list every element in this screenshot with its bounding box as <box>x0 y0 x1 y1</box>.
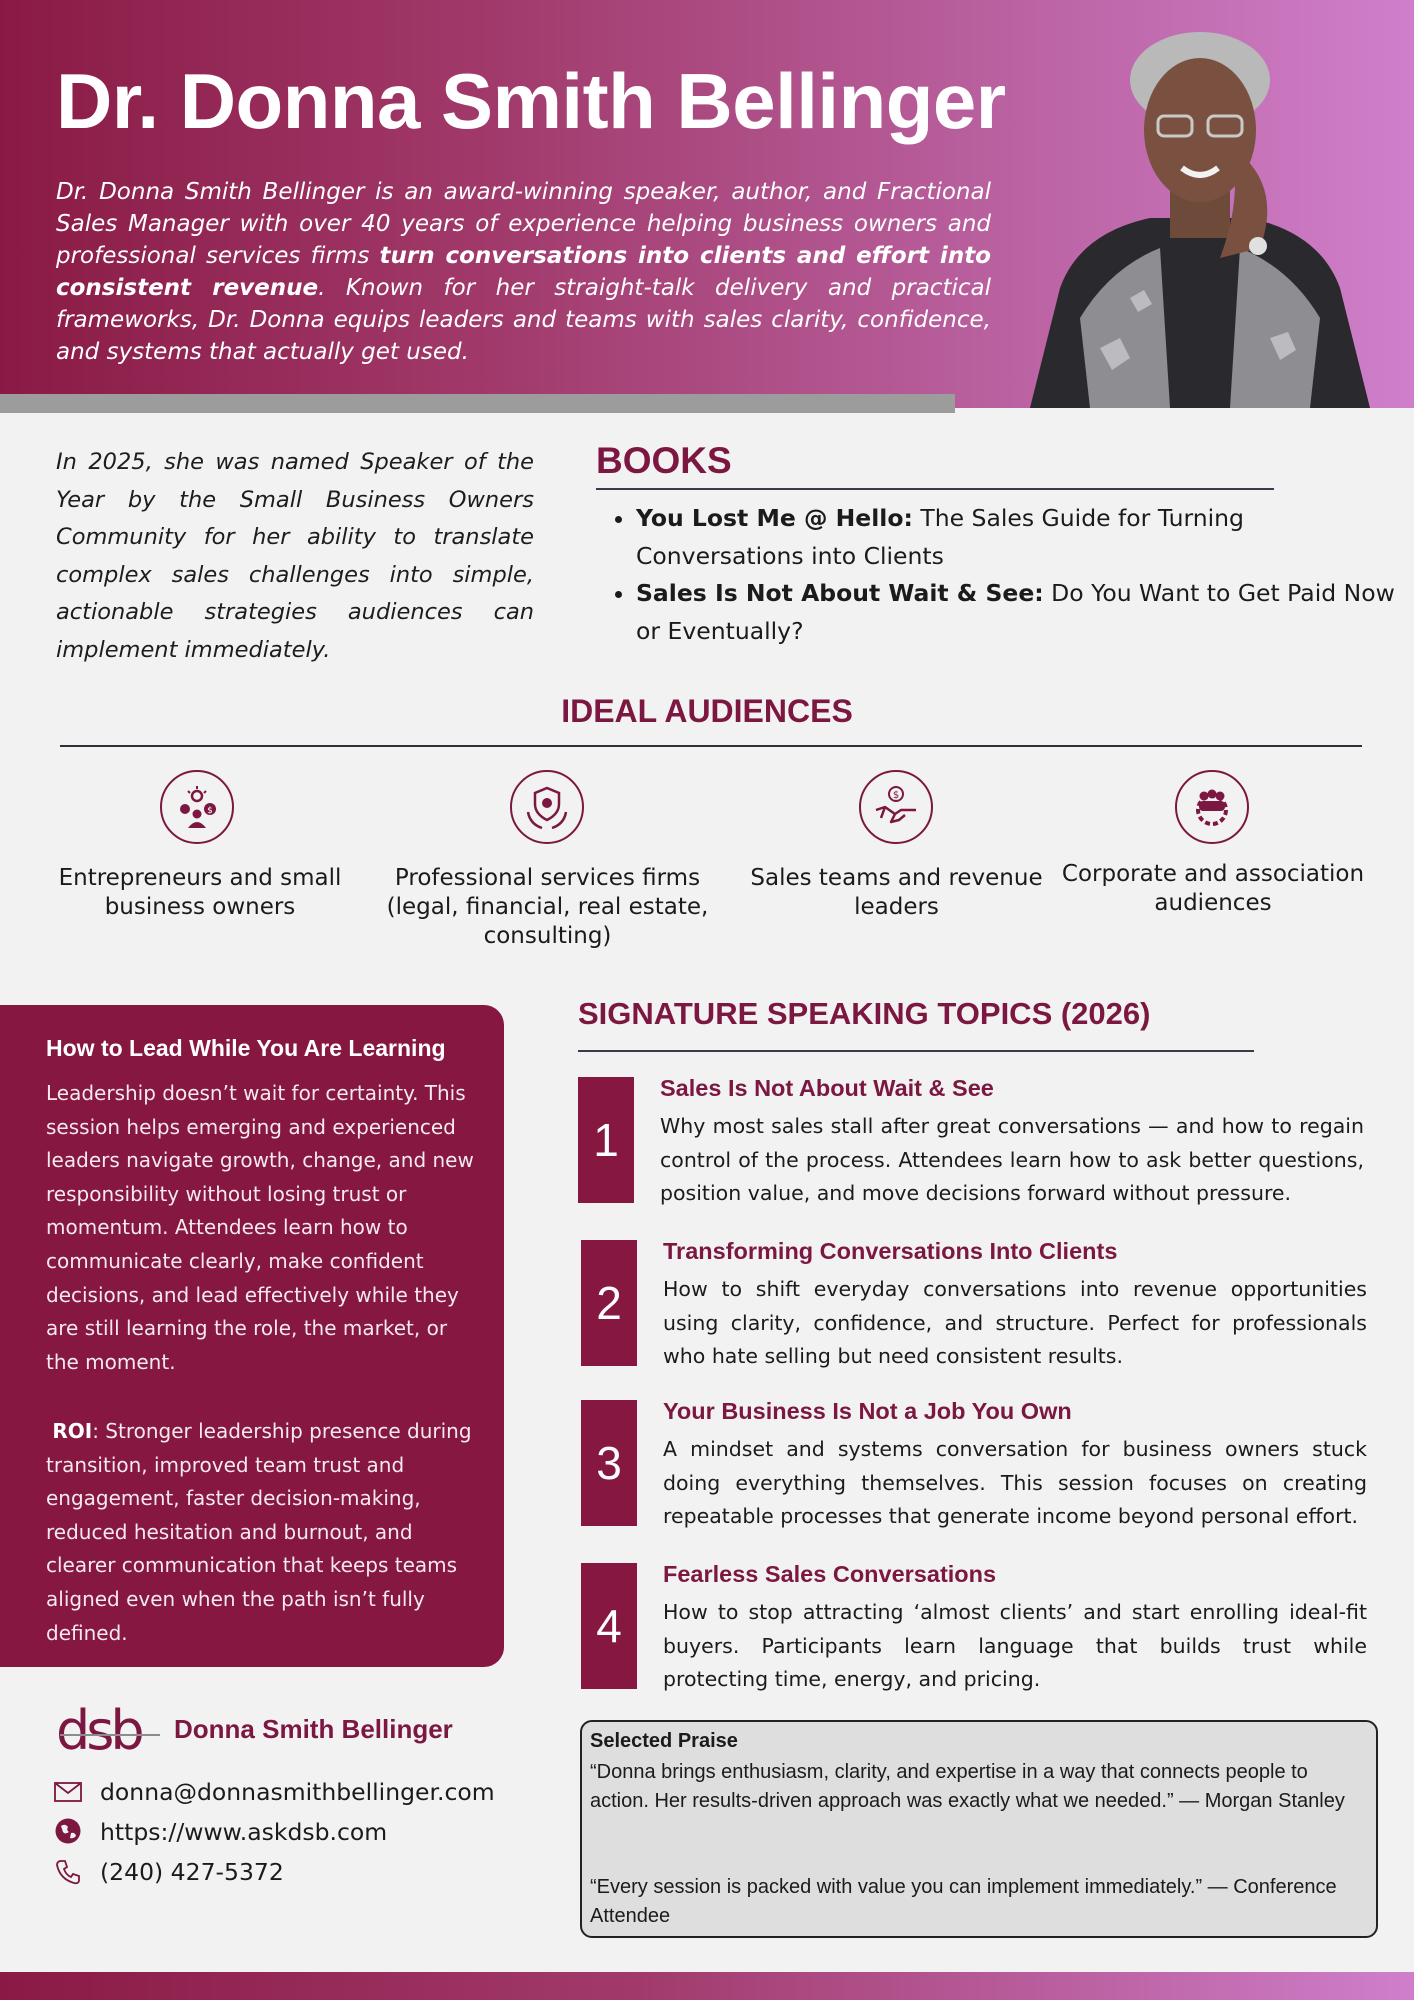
website-link[interactable]: https://www.askdsb.com <box>100 1818 388 1846</box>
audience-label: Sales teams and revenue leaders <box>750 865 1043 920</box>
topic-title: Fearless Sales Conversations <box>663 1561 997 1587</box>
topic-number: 2 <box>581 1240 637 1366</box>
globe-icon <box>52 1817 84 1845</box>
books-list <box>596 500 1396 650</box>
book-title: You Lost Me @ Hello: <box>636 504 913 532</box>
roi-label: ROI <box>52 1419 93 1443</box>
topic-title: Sales Is Not About Wait & See <box>660 1075 994 1101</box>
roi-text: : Stronger leadership presence during transition, improved team trust and engagement, faster decision-making, reduced hesitation and burnout, and clearer communication that keeps teams aligned even when the path isn’t fully defined. <box>46 1419 472 1645</box>
book-subtitle: The Sales Guide for Turning Conversations into Clients <box>636 504 1244 570</box>
entrepreneur-icon <box>160 770 234 844</box>
bio-highlight: turn conversations into clients and effort into consistent revenue <box>56 243 991 301</box>
praise-heading: Selected Praise <box>590 1730 738 1752</box>
speaker-bio <box>56 176 991 368</box>
header-divider-bar <box>0 394 955 413</box>
topic-number: 4 <box>581 1563 637 1689</box>
team-gear-icon <box>1175 770 1249 844</box>
topic-title: Your Business Is Not a Job You Own <box>663 1398 1072 1424</box>
phone-icon <box>52 1858 84 1886</box>
audiences-heading: IDEAL AUDIENCES <box>561 693 853 729</box>
praise-quote: “Donna brings enthusiasm, clarity, and expertise in a way that connects people to action. Her results-driven approach was exactly what we needed.” — Morgan Stanley <box>590 1761 1345 1812</box>
audiences-divider <box>60 745 1362 747</box>
featured-session-roi <box>46 1415 486 1650</box>
phone-number[interactable]: (240) 427-5372 <box>100 1858 284 1886</box>
book-subtitle: Do You Want to Get Paid Now or Eventually? <box>636 579 1395 645</box>
topics-divider <box>578 1050 1254 1052</box>
topic-description: How to stop attracting ‘almost clients’ and start enrolling ideal-fit buyers. Participants learn language that builds trust while protecting time, energy, and pricing. <box>663 1600 1367 1692</box>
handshake-icon <box>859 770 933 844</box>
brand-logo <box>56 1705 166 1761</box>
books-divider <box>596 488 1274 490</box>
topic-description: A mindset and systems conversation for business owners stuck doing everything themselves. This session focuses on creating repeatable processes that generate income beyond personal effort. <box>663 1437 1367 1529</box>
bio-text-1: Dr. Donna Smith Bellinger is an award-winning speaker, author, and Fractional Sales Manager with over 40 years of experience helping business owners and professional services firms <box>56 179 991 269</box>
featured-session-description: Leadership doesn’t wait for certainty. This session helps emerging and experienced leaders navigate growth, change, and new responsibility without losing trust or momentum. Attendees learn how to communicate clearly, make confident decisions, and lead effectively while they are still learning the role, the market, or the moment. <box>46 1081 474 1374</box>
topics-heading: SIGNATURE SPEAKING TOPICS (2026) <box>578 996 1151 1031</box>
speaker-name: Dr. Donna Smith Bellinger <box>56 57 1006 145</box>
book-item <box>636 575 1396 650</box>
audience-label: Corporate and association audiences <box>1061 861 1365 916</box>
topic-number: 1 <box>578 1077 634 1203</box>
topic-description: Why most sales stall after great conversations — and how to regain control of the process. Attendees learn how to ask better questions, position value, and move decisions forward without pressure. <box>660 1114 1364 1206</box>
shield-hands-icon <box>510 770 584 844</box>
topic-description: How to shift everyday conversations into revenue opportunities using clarity, confidence, and structure. Perfect for professionals who hate selling but need consistent results. <box>663 1277 1367 1369</box>
book-title: Sales Is Not About Wait & See: <box>636 579 1044 607</box>
topic-number: 3 <box>581 1400 637 1526</box>
bio-text-2: . Known for her straight-talk delivery and practical frameworks, Dr. Donna equips leaders and teams with sales clarity, confidence, and systems that actually get used. <box>56 275 991 365</box>
svg-text:$: $ <box>207 806 213 816</box>
books-heading: BOOKS <box>596 440 732 481</box>
speaker-portrait <box>1020 18 1380 408</box>
topic-title: Transforming Conversations Into Clients <box>663 1238 1118 1264</box>
featured-session-title: How to Lead While You Are Learning <box>46 1035 446 1061</box>
award-paragraph: In 2025, she was named Speaker of the Year by the Small Business Owners Community for her ability to translate complex sales challenges into simple, actionable strategies audiences can implement immediately. <box>56 449 534 663</box>
email-link[interactable]: donna@donnasmithbellinger.com <box>100 1778 495 1806</box>
svg-text:$: $ <box>892 790 900 801</box>
logo-lettering: dsb <box>56 1705 141 1761</box>
footer-bar <box>0 1972 1414 2000</box>
praise-quote: “Every session is packed with value you can implement immediately.” — Conference Attendee <box>590 1876 1337 1927</box>
brand-name: Donna Smith Bellinger <box>174 1714 453 1744</box>
book-item <box>636 500 1396 575</box>
email-icon <box>52 1778 84 1806</box>
audience-label: Entrepreneurs and small business owners <box>58 865 342 920</box>
audience-label: Professional services firms (legal, financial, real estate, consulting) <box>386 865 709 949</box>
